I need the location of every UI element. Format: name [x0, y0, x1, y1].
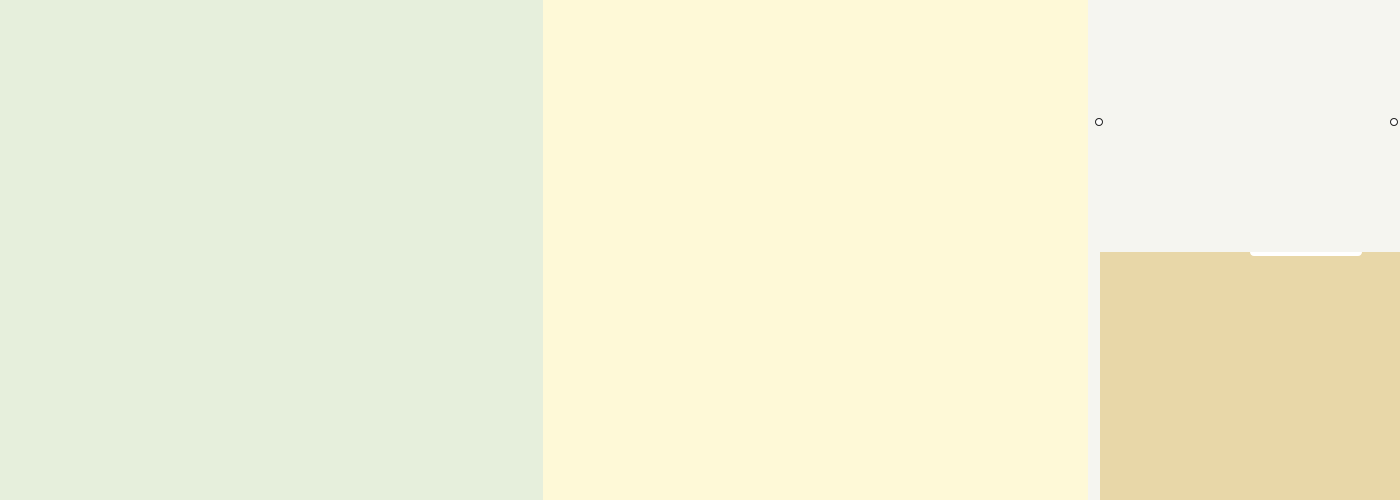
- lunch-menu-page: [0, 0, 543, 500]
- menu-tab-note: [1250, 252, 1362, 256]
- binder-ring-icon: [1095, 118, 1103, 126]
- binder-ring-icon: [1390, 118, 1398, 126]
- bar-menu-page: [1100, 252, 1400, 500]
- main-menu-page: [543, 0, 1088, 500]
